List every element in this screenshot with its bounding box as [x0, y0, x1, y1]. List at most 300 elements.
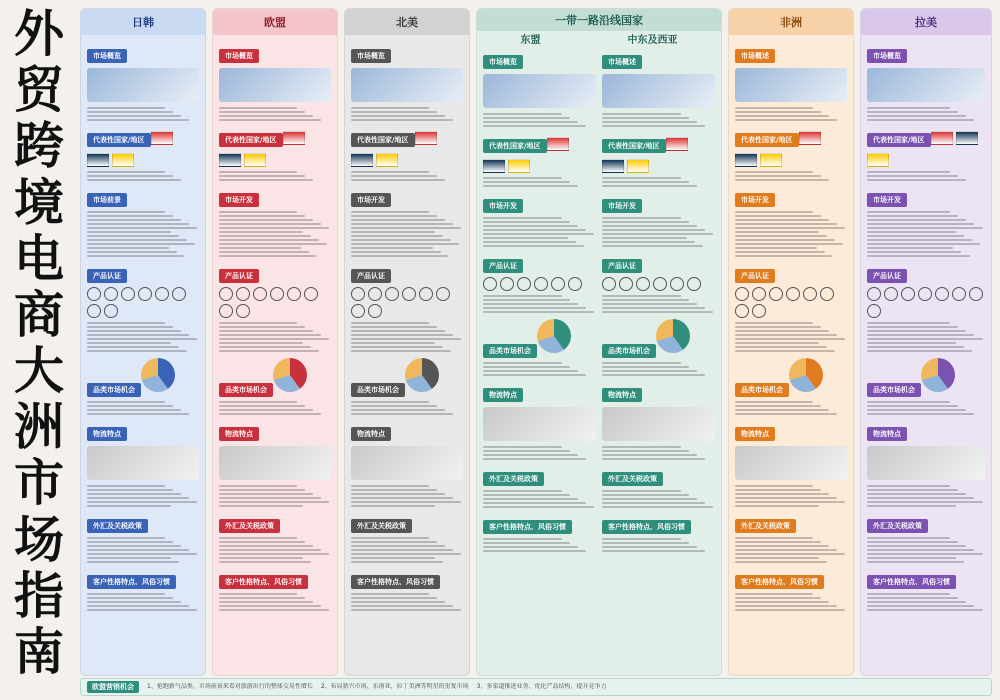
text-lines [483, 360, 596, 378]
section [87, 127, 199, 183]
section-tag: 市场概述 [602, 55, 642, 69]
certification-logo [735, 287, 749, 301]
column-body [729, 35, 853, 617]
text-lines [602, 360, 715, 378]
map-image [483, 74, 596, 108]
asean-body [483, 45, 596, 554]
section [87, 569, 199, 613]
section-tag: 客户性格特点、风俗习惯 [735, 575, 824, 589]
text-lines [219, 483, 331, 509]
map-image [867, 68, 985, 102]
text-lines [867, 483, 985, 509]
certification-logo [402, 287, 416, 301]
section [351, 513, 463, 565]
section-tag: 市场开发 [867, 193, 907, 207]
map-image [87, 68, 199, 102]
country-flag [760, 153, 782, 167]
section [735, 358, 847, 417]
text-lines [87, 591, 199, 613]
logistics-image [351, 446, 463, 480]
section [867, 421, 985, 509]
text-lines [219, 535, 331, 565]
section [867, 263, 985, 354]
text-lines [351, 105, 463, 123]
certification-logo [602, 277, 616, 291]
section-tag: 产品认证 [351, 269, 391, 283]
column-title: 一带一路沿线国家 [477, 9, 721, 31]
subheadings [477, 31, 721, 45]
certification-logo [752, 287, 766, 301]
section [219, 513, 331, 565]
text-lines [219, 209, 331, 259]
section [483, 466, 596, 510]
certification-logo [351, 287, 365, 301]
map-image [351, 68, 463, 102]
text-lines [483, 444, 596, 462]
title-char: 外 [14, 5, 64, 63]
text-lines [351, 483, 463, 509]
country-flag [799, 131, 821, 145]
country-flag [151, 131, 173, 145]
title-char: 洲 [14, 398, 64, 457]
certification-logo [884, 287, 898, 301]
certification-logo [385, 287, 399, 301]
section-tag: 品类市场机会 [867, 383, 921, 397]
section [483, 49, 596, 129]
title-char: 跨 [14, 117, 64, 176]
country-flag [602, 159, 624, 173]
section-tag: 产品认证 [87, 269, 127, 283]
certification-logo [534, 277, 548, 291]
text-lines [483, 293, 596, 315]
section-tag: 市场概览 [351, 49, 391, 63]
section [351, 358, 463, 417]
text-lines [219, 105, 331, 123]
section [219, 358, 331, 417]
certification-logo [636, 277, 650, 291]
column-body [81, 35, 205, 617]
certification-logo [104, 287, 118, 301]
text-lines [735, 320, 847, 354]
pie-chart-graphic [537, 319, 571, 353]
title-char: 大 [14, 342, 64, 401]
section-tag: 市场开发 [602, 199, 642, 213]
column-body [861, 35, 991, 617]
section-tag: 外汇及关税政策 [735, 519, 796, 533]
certification-logo [419, 287, 433, 301]
certification-logo [769, 287, 783, 301]
country-flag [627, 159, 649, 173]
certification-logo [786, 287, 800, 301]
pie-chart-graphic [921, 358, 955, 392]
country-flag [735, 153, 757, 167]
certification-logo [820, 287, 834, 301]
text-lines [219, 320, 331, 354]
country-flag [112, 153, 134, 167]
subheading-asean: 东盟 [520, 34, 541, 46]
text-lines [867, 169, 985, 183]
section [602, 49, 715, 129]
certification-logo [253, 287, 267, 301]
section [602, 133, 715, 189]
country-flag [219, 153, 241, 167]
middle-east-body [602, 45, 715, 554]
section [735, 569, 847, 613]
text-lines [602, 111, 715, 129]
text-lines [219, 399, 331, 417]
text-lines [351, 399, 463, 417]
pie-chart-graphic [141, 358, 175, 392]
certification-logo [172, 287, 186, 301]
section-tag: 产品认证 [735, 269, 775, 283]
column-title: 日韩 [81, 9, 205, 35]
section-tag: 品类市场机会 [735, 383, 789, 397]
column-title: 拉美 [861, 9, 991, 35]
section [602, 319, 715, 378]
section-tag: 市场概览 [483, 55, 523, 69]
section-tag: 代表性国家/地区 [735, 133, 799, 147]
section-tag: 品类市场机会 [602, 344, 656, 358]
country-flag [666, 137, 688, 151]
certification-logo [138, 287, 152, 301]
text-lines [602, 215, 715, 249]
text-lines [867, 399, 985, 417]
section [483, 193, 596, 249]
section-tag: 客户性格特点、风俗习惯 [602, 520, 691, 534]
text-lines [867, 209, 985, 259]
column-africa [728, 8, 854, 676]
text-lines [351, 320, 463, 354]
text-lines [87, 535, 199, 565]
section-tag: 产品认证 [483, 259, 523, 273]
text-lines [87, 169, 199, 183]
logistics-image [483, 407, 596, 441]
section-tag: 市场开发 [351, 193, 391, 207]
certification-logo [653, 277, 667, 291]
section-tag: 代表性国家/地区 [219, 133, 283, 147]
text-lines [87, 209, 199, 259]
certification-logo [304, 287, 318, 301]
section [87, 187, 199, 259]
section-tag: 代表性国家/地区 [483, 139, 547, 153]
section-tag: 市场概述 [735, 49, 775, 63]
certification-logo [236, 287, 250, 301]
pie-chart-graphic [656, 319, 690, 353]
section-tag: 物流特点 [87, 427, 127, 441]
bottom-item-1: 1、抢跑新气品类、市场前景来看对旅游出行的整体交易性增长 [147, 683, 313, 690]
country-flag [508, 159, 530, 173]
text-lines [219, 591, 331, 613]
map-image [219, 68, 331, 102]
section [867, 358, 985, 417]
title-char: 电 [14, 229, 64, 288]
country-flag [87, 153, 109, 167]
section [219, 263, 331, 354]
section-tag: 物流特点 [351, 427, 391, 441]
certification-logo [155, 287, 169, 301]
section [219, 43, 331, 123]
section-tag: 外汇及关税政策 [483, 472, 544, 486]
column-title: 非洲 [729, 9, 853, 35]
country-flag [244, 153, 266, 167]
section [87, 43, 199, 123]
certification-logo [935, 287, 949, 301]
bottom-item-2: 2、布局新兴市场、东南亚，拉丁美洲等明星的重复市场 [320, 683, 469, 690]
main-title [6, 5, 72, 681]
certification-logo [368, 287, 382, 301]
section [351, 187, 463, 259]
certification-logo [287, 287, 301, 301]
certification-logo [551, 277, 565, 291]
section [483, 319, 596, 378]
text-lines [867, 105, 985, 123]
section [602, 466, 715, 510]
section-tag: 品类市场机会 [219, 383, 273, 397]
section-tag: 代表性国家/地区 [867, 133, 931, 147]
country-flag [283, 131, 305, 145]
text-lines [867, 591, 985, 613]
certification-logo [219, 304, 233, 318]
column-title: 欧盟 [213, 9, 337, 35]
title-char: 商 [14, 285, 64, 344]
section-tag: 物流特点 [219, 427, 259, 441]
logistics-image [219, 446, 331, 480]
certification-logo [500, 277, 514, 291]
text-lines [483, 488, 596, 510]
certification-logo [619, 277, 633, 291]
section [351, 263, 463, 354]
section-tag: 品类市场机会 [351, 383, 405, 397]
section [867, 43, 985, 123]
section-tag: 客户性格特点、风俗习惯 [867, 575, 956, 589]
certification-logo [735, 304, 749, 318]
text-lines [735, 105, 847, 123]
certification-logo [121, 287, 135, 301]
section [219, 569, 331, 613]
column-europe [212, 8, 338, 676]
text-lines [87, 399, 199, 417]
text-lines [602, 175, 715, 189]
text-lines [735, 591, 847, 613]
text-lines [867, 535, 985, 565]
logistics-image [735, 446, 847, 480]
country-flag [867, 153, 889, 167]
certification-logo [351, 304, 365, 318]
text-lines [351, 209, 463, 259]
section [867, 127, 985, 183]
text-lines [87, 483, 199, 509]
section [735, 421, 847, 509]
section-tag: 物流特点 [602, 388, 642, 402]
certification-logo [87, 304, 101, 318]
text-lines [219, 169, 331, 183]
title-char: 南 [14, 622, 64, 681]
section [483, 382, 596, 462]
certification-logo [867, 287, 881, 301]
text-lines [87, 105, 199, 123]
text-lines [87, 320, 199, 354]
section [87, 513, 199, 565]
section [735, 513, 847, 565]
certification-logo [436, 287, 450, 301]
section [87, 358, 199, 417]
certification-logo [270, 287, 284, 301]
section-tag: 市场概览 [219, 49, 259, 63]
section [483, 514, 596, 554]
certification-logo [803, 287, 817, 301]
section [602, 253, 715, 315]
logistics-image [602, 407, 715, 441]
text-lines [483, 215, 596, 249]
column-japan-korea [80, 8, 206, 676]
certification-logo [918, 287, 932, 301]
section-tag: 市场概览 [867, 49, 907, 63]
title-char: 贸 [14, 61, 64, 120]
text-lines [483, 175, 596, 189]
section [867, 187, 985, 259]
text-lines [735, 169, 847, 183]
section-tag: 物流特点 [867, 427, 907, 441]
section-tag: 市场开发 [735, 193, 775, 207]
title-char: 市 [14, 454, 64, 513]
section [602, 193, 715, 249]
section [602, 382, 715, 462]
certification-logo [901, 287, 915, 301]
section [735, 263, 847, 354]
section-tag: 市场开发 [483, 199, 523, 213]
text-lines [351, 169, 463, 183]
certification-logo [483, 277, 497, 291]
section [735, 127, 847, 183]
column-title: 北美 [345, 9, 469, 35]
section-tag: 市场概览 [87, 49, 127, 63]
text-lines [602, 444, 715, 462]
section-tag: 品类市场机会 [87, 383, 141, 397]
section [735, 187, 847, 259]
section-tag: 代表性国家/地区 [351, 133, 415, 147]
subheading-middle-east: 中东及西亚 [627, 34, 678, 46]
text-lines [735, 399, 847, 417]
bottom-tag: 欧盟营销机会 [87, 681, 139, 693]
section [351, 569, 463, 613]
section-tag: 外汇及关税政策 [351, 519, 412, 533]
certification-logo [236, 304, 250, 318]
column-north-america [344, 8, 470, 676]
certification-logo [867, 304, 881, 318]
section [483, 133, 596, 189]
section [87, 421, 199, 509]
section [602, 514, 715, 554]
text-lines [483, 536, 596, 554]
logistics-image [87, 446, 199, 480]
certification-logo [752, 304, 766, 318]
text-lines [602, 488, 715, 510]
section [483, 253, 596, 315]
section [219, 421, 331, 509]
certification-logo [670, 277, 684, 291]
pie-chart-graphic [789, 358, 823, 392]
section [219, 127, 331, 183]
section [735, 43, 847, 123]
column-belt-road [476, 8, 722, 676]
certification-logo [687, 277, 701, 291]
text-lines [602, 536, 715, 554]
map-image [602, 74, 715, 108]
country-flag [931, 131, 953, 145]
section-tag: 代表性国家/地区 [87, 133, 151, 147]
section [351, 421, 463, 509]
section-tag: 外汇及关税政策 [867, 519, 928, 533]
section-tag: 客户性格特点、风俗习惯 [483, 520, 572, 534]
section-tag: 市场前景 [87, 193, 127, 207]
text-lines [351, 591, 463, 613]
section-tag: 物流特点 [735, 427, 775, 441]
map-image [735, 68, 847, 102]
logistics-image [867, 446, 985, 480]
certification-logo [219, 287, 233, 301]
certification-logo [104, 304, 118, 318]
section-tag: 外汇及关税政策 [87, 519, 148, 533]
text-lines [735, 209, 847, 259]
pie-chart-graphic [273, 358, 307, 392]
section-tag: 客户性格特点、风俗习惯 [351, 575, 440, 589]
country-flag [956, 131, 978, 145]
section-tag: 产品认证 [602, 259, 642, 273]
country-flag [351, 153, 373, 167]
text-lines [735, 483, 847, 509]
text-lines [602, 293, 715, 315]
text-lines [735, 535, 847, 565]
title-char: 指 [14, 566, 64, 625]
section [351, 43, 463, 123]
section-tag: 物流特点 [483, 388, 523, 402]
text-lines [483, 111, 596, 129]
section-tag: 产品认证 [867, 269, 907, 283]
section [87, 263, 199, 354]
certification-logo [969, 287, 983, 301]
title-char: 场 [14, 510, 64, 569]
section-tag: 客户性格特点、风俗习惯 [87, 575, 176, 589]
section-tag: 代表性国家/地区 [602, 139, 666, 153]
section [219, 187, 331, 259]
column-body [213, 35, 337, 617]
section [867, 569, 985, 613]
section-tag: 外汇及关税政策 [602, 472, 663, 486]
certification-logo [952, 287, 966, 301]
text-lines [867, 320, 985, 354]
certification-logo [517, 277, 531, 291]
column-latam [860, 8, 992, 676]
certification-logo [368, 304, 382, 318]
section-tag: 产品认证 [219, 269, 259, 283]
section-tag: 市场开发 [219, 193, 259, 207]
section-tag: 客户性格特点、风俗习惯 [219, 575, 308, 589]
certification-logo [568, 277, 582, 291]
pie-chart-graphic [405, 358, 439, 392]
country-flag [415, 131, 437, 145]
section-tag: 外汇及关税政策 [219, 519, 280, 533]
bottom-banner [80, 678, 992, 696]
country-flag [376, 153, 398, 167]
title-char: 境 [14, 173, 64, 232]
country-flag [547, 137, 569, 151]
section-tag: 品类市场机会 [483, 344, 537, 358]
bottom-item-3: 3、多渠道推进业务、优化产品结构，提升竞争力 [476, 683, 607, 690]
section [351, 127, 463, 183]
certification-logo [87, 287, 101, 301]
text-lines [351, 535, 463, 565]
country-flag [483, 159, 505, 173]
